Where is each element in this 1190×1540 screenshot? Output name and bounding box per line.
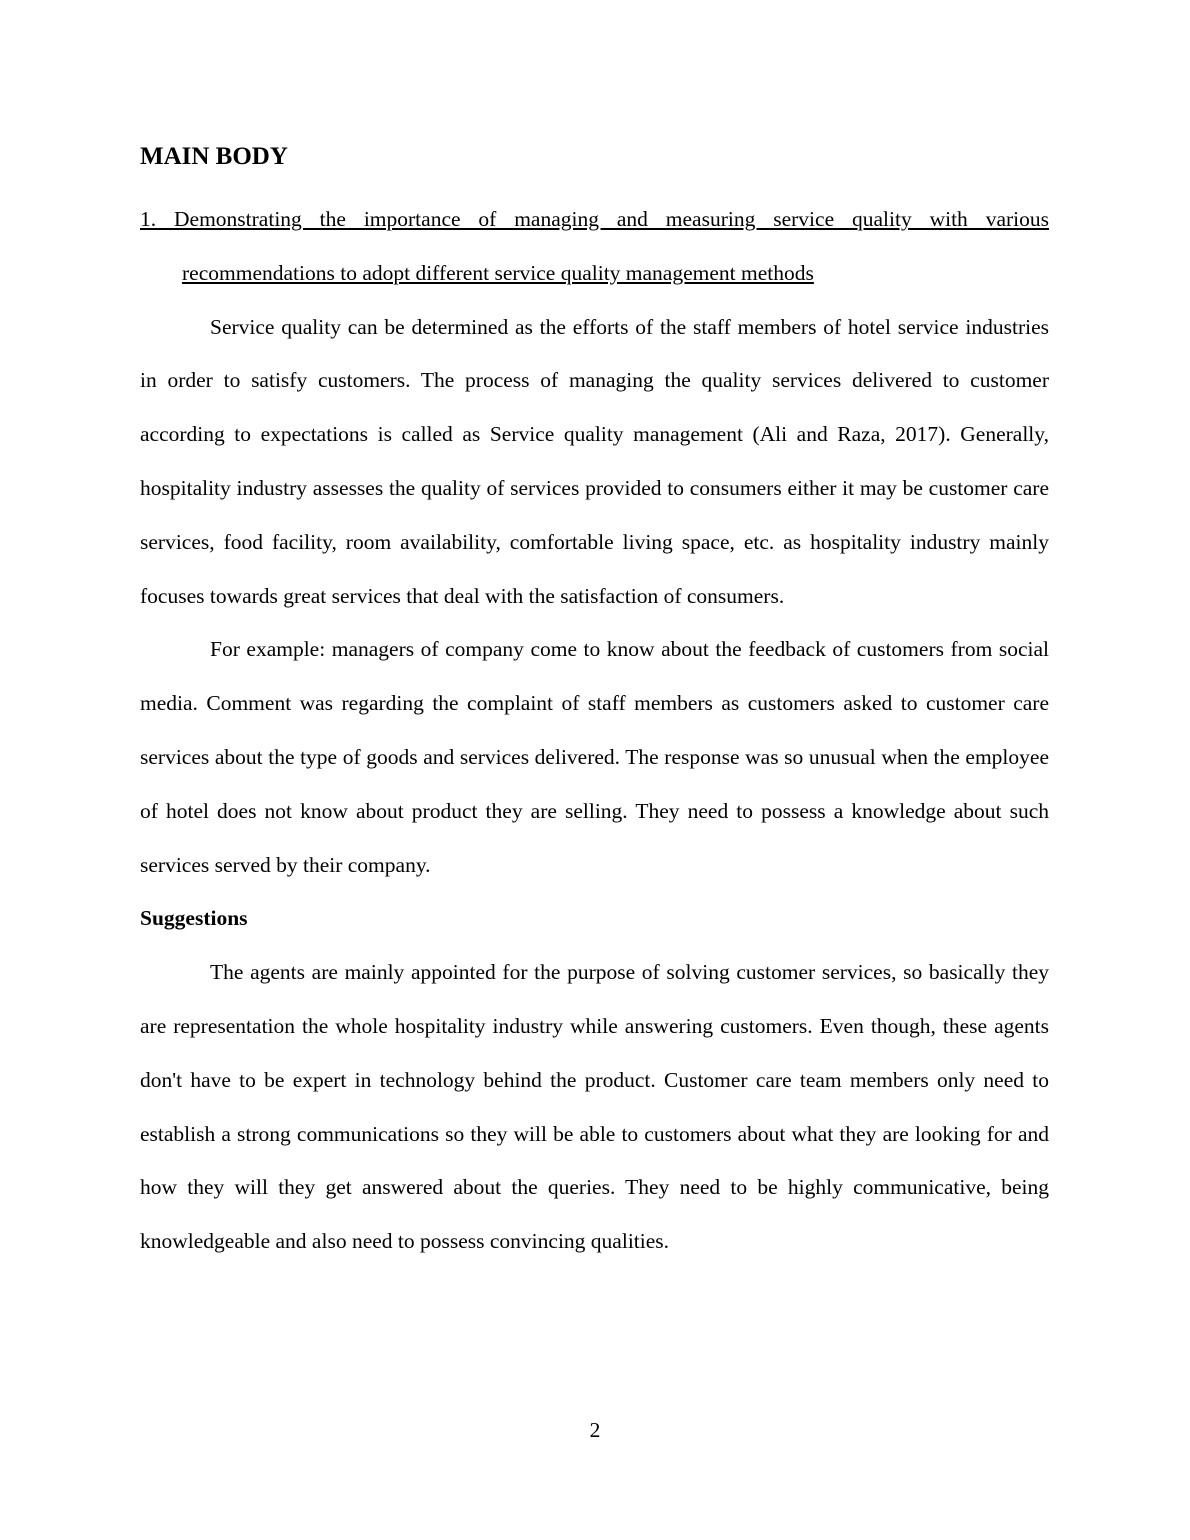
paragraph-example: For example: managers of company come to know about the feedback of customers from social media. Comment was regarding the complaint of staff members as customers asked to customer care services about the type of goods and services delivered. The response was so unusual when the employee of hotel does not know about product they are selling. They need to possess a knowledge about such services served by their company. xyxy=(140,637,1049,877)
page-number: 2 xyxy=(589,1418,601,1442)
paragraph-suggestions: The agents are mainly appointed for the purpose of solving customer services, so basically they are representation the whole hospitality industry while answering customers. Even though, these agents don't have to be expert in technology behind the product. Customer care team members only need to establish a strong communications so they will be able to customers about what they are looking for and how they will they get answered about the queries. They need to be highly communicative, being knowledgeable and also need to possess convincing qualities. xyxy=(140,960,1049,1254)
paragraph-service-quality: Service quality can be determined as the efforts of the staff members of hotel service industries in order to satisfy customers. The process of managing the quality services delivered to customer according to expectations is called as Service quality management (Ali and Raza, 2017). Generally, hospitality industry assesses the quality of services provided to consumers either it may be customer care services, food facility, room availability, comfortable living space, etc. as hospitality industry mainly focuses towards great services that deal with the satisfaction of consumers. xyxy=(140,314,1049,608)
suggestions-heading: Suggestions xyxy=(140,906,248,931)
page-content xyxy=(140,138,1049,1269)
section-title: 1. Demonstrating the importance of managing and measuring service quality with various recommendations to adopt different service quality management methods xyxy=(140,207,1049,285)
main-heading: MAIN BODY xyxy=(140,143,288,170)
